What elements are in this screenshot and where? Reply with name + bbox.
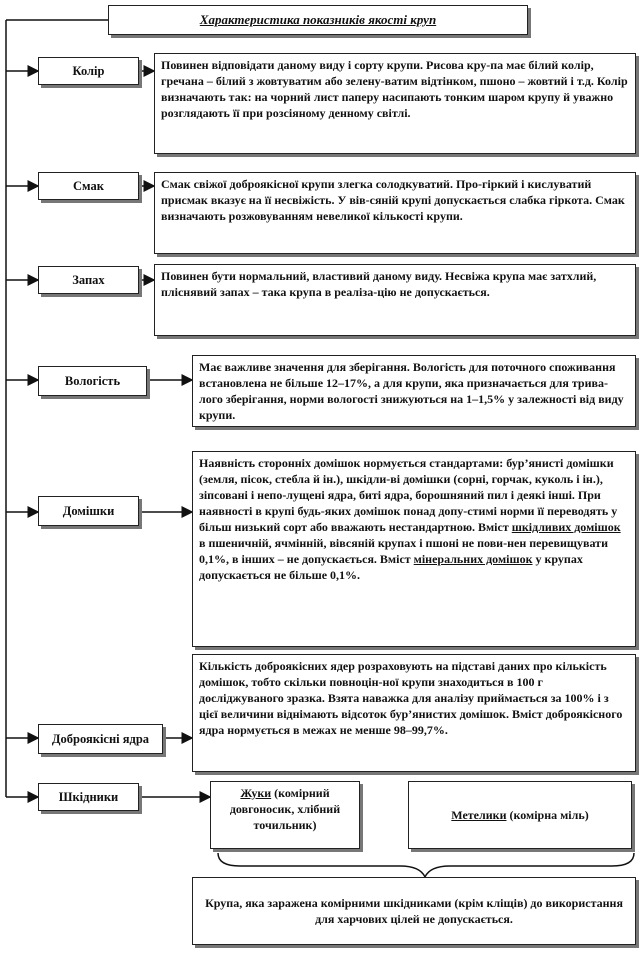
pests-conclusion: Крупа, яка заражена комірними шкідниками (крім кліщів) до використання для харчових цілей не допускається. (192, 877, 636, 945)
box-moths: Метелики (комірна міль) (408, 781, 632, 849)
term-beetles: Жуки (240, 786, 272, 800)
term-harmful-impurities: шкідливих домішок (511, 520, 621, 534)
label-moisture: Вологість (38, 366, 147, 396)
label-taste: Смак (38, 172, 139, 200)
text-color: Повинен відповідати даному виду і сорту крупи. Рисова кру-па має білий колір, гречана – білий з жовтуватим або зелену-ватим відтінком, пшоно – жовтий і т.д. Колір визначають так: на чорний лист паперу насипають тонким шаром крупу й уважно розглядають її при розсіяному денному світлі. (154, 53, 636, 154)
term-mineral-impurities: мінеральних домішок (413, 552, 533, 566)
diagram-title: Характеристика показників якості круп (108, 5, 528, 35)
label-color: Колір (38, 57, 139, 85)
label-impurities: Домішки (38, 496, 139, 526)
text-moisture: Має важливе значення для зберігання. Вологість для поточного споживання встановлена не більше 12–17%, а для крупи, яка призначається для трива-лого зберігання, норми вологості знижуються на 1–1,5% у залежності від виду крупи. (192, 355, 636, 427)
label-pests: Шкідники (38, 783, 139, 811)
text-impurities: Наявність сторонніх домішок нормується стандартами: бур’янисті домішки (земля, пісок, стебла й ін.), шкідли-ві домішки (сорні, горчак, куколь і ін.), зіпсовані і непо-лущені ядра, биті ядра, борошняний пил і деякі інші. При наявності в крупі будь-яких домішок понад допу-стимі норми її переводять у більш низький сорт або вважають нестандартною. Вміст шкідливих домішок в пшеничній, ячмінній, вівсяній крупах і пшоні не пови-нен перевищувати 0,1%, в інших – не допускається. Вміст мінеральних домішок у крупах допускається не більше 0,1%. (192, 451, 636, 647)
text-smell: Повинен бути нормальний, властивий даному виду. Несвіжа крупа має затхлий, пліснявий запах – така крупа в реаліза-цію не допускається. (154, 264, 636, 336)
label-good-kernels: Доброякісні ядра (38, 724, 163, 754)
text-taste: Смак свіжої доброякісної крупи злегка солодкуватий. Про-гіркий і кислуватий присмак вказує на її несвіжість. У вів-сяній крупі допускається слабка гіркота. Смак визначають розжовуванням невеликої кількості крупи. (154, 172, 636, 254)
label-smell: Запах (38, 266, 139, 294)
text-good-kernels: Кількість доброякісних ядер розраховують на підставі даних про кількість домішок, тобто скільки повноцін-ної крупи знаходиться в 100 г досліджуваного зразка. Взята наважка для аналізу приймається за 100% і з цієї величини віднімають відсоток бур’янистих домішок. Вміст доброякісного ядра нормується в межах не менше 98–99,7%. (192, 654, 636, 772)
box-beetles: Жуки (комірний довгоносик, хлібний точильник) (210, 781, 360, 849)
term-moths: Метелики (451, 808, 507, 822)
